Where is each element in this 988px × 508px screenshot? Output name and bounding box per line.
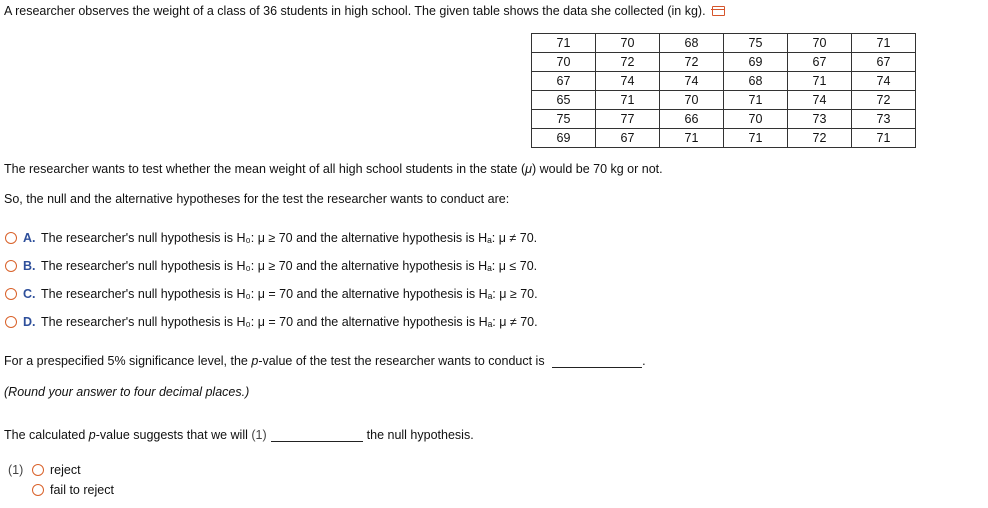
table-row xyxy=(532,110,916,129)
radio-icon[interactable] xyxy=(32,464,44,476)
table-cell: 71 xyxy=(852,34,916,53)
table-cell: 73 xyxy=(852,110,916,129)
table-cell: 74 xyxy=(852,72,916,91)
table-cell: 77 xyxy=(596,110,660,129)
table-cell: 67 xyxy=(852,53,916,72)
table-cell: 65 xyxy=(532,91,596,110)
table-cell: 71 xyxy=(724,91,788,110)
option-d[interactable]: D. The researcher's null hypothesis is H₀: μ = 70 and the alternative hypothesis is Hₐ: μ ≠ 70. xyxy=(5,315,538,329)
copy-icon[interactable] xyxy=(712,6,725,16)
table-cell: 70 xyxy=(532,53,596,72)
table-cell: 75 xyxy=(724,34,788,53)
table-cell: 70 xyxy=(596,34,660,53)
table-cell: 70 xyxy=(788,34,852,53)
table-cell: 72 xyxy=(852,91,916,110)
table-cell: 74 xyxy=(788,91,852,110)
table-row xyxy=(532,91,916,110)
table-cell: 71 xyxy=(660,129,724,148)
choice-reject[interactable]: (1) reject xyxy=(8,463,81,477)
table-cell: 69 xyxy=(532,129,596,148)
table-cell: 67 xyxy=(788,53,852,72)
table-cell: 71 xyxy=(596,91,660,110)
table-cell: 71 xyxy=(788,72,852,91)
option-b[interactable]: B. The researcher's null hypothesis is H₀: μ ≥ 70 and the alternative hypothesis is Hₐ: μ ≤ 70. xyxy=(5,259,537,273)
table-cell: 74 xyxy=(596,72,660,91)
table-cell: 71 xyxy=(852,129,916,148)
table-row xyxy=(532,129,916,148)
pvalue-conclusion: The calculated p-value suggests that we will (1) the null hypothesis. xyxy=(4,428,474,442)
radio-icon[interactable] xyxy=(5,232,17,244)
choice-fail-to-reject[interactable]: fail to reject xyxy=(8,483,114,503)
table-row xyxy=(532,53,916,72)
round-note: (Round your answer to four decimal places.) xyxy=(4,385,250,399)
table-cell: 72 xyxy=(660,53,724,72)
table-cell: 72 xyxy=(788,129,852,148)
radio-icon[interactable] xyxy=(5,288,17,300)
table-cell: 74 xyxy=(660,72,724,91)
question-intro xyxy=(4,4,725,18)
pvalue-input[interactable] xyxy=(552,353,642,368)
table-cell: 68 xyxy=(724,72,788,91)
table-cell: 67 xyxy=(596,129,660,148)
table-row xyxy=(532,72,916,91)
intro-text: A researcher observes the weight of a class of 36 students in high school. The given table shows the data she collected (in kg). xyxy=(4,4,706,18)
conclusion-dropdown-blank[interactable] xyxy=(271,427,363,442)
table-cell: 66 xyxy=(660,110,724,129)
table-cell: 71 xyxy=(724,129,788,148)
dropdown-choices xyxy=(8,463,114,503)
weight-table xyxy=(531,33,916,148)
table-cell: 67 xyxy=(532,72,596,91)
table-cell: 72 xyxy=(596,53,660,72)
research-goal: The researcher wants to test whether the mean weight of all high school students in the state (μ) would be 70 kg or not. xyxy=(4,162,663,176)
radio-icon[interactable] xyxy=(32,484,44,496)
table-row xyxy=(532,34,916,53)
table-cell: 75 xyxy=(532,110,596,129)
radio-icon[interactable] xyxy=(5,316,17,328)
table-cell: 70 xyxy=(724,110,788,129)
radio-icon[interactable] xyxy=(5,260,17,272)
hypothesis-prompt: So, the null and the alternative hypotheses for the test the researcher wants to conduct are: xyxy=(4,192,510,206)
table-cell: 71 xyxy=(532,34,596,53)
table-cell: 68 xyxy=(660,34,724,53)
option-a[interactable]: A. The researcher's null hypothesis is H₀: μ ≥ 70 and the alternative hypothesis is Hₐ: μ ≠ 70. xyxy=(5,231,537,245)
table-cell: 69 xyxy=(724,53,788,72)
table-cell: 73 xyxy=(788,110,852,129)
option-c[interactable]: C. The researcher's null hypothesis is H₀: μ = 70 and the alternative hypothesis is Hₐ: μ ≥ 70. xyxy=(5,287,538,301)
pvalue-question: For a prespecified 5% significance level, the p-value of the test the researcher wants to conduct is . xyxy=(4,354,646,368)
table-cell: 70 xyxy=(660,91,724,110)
